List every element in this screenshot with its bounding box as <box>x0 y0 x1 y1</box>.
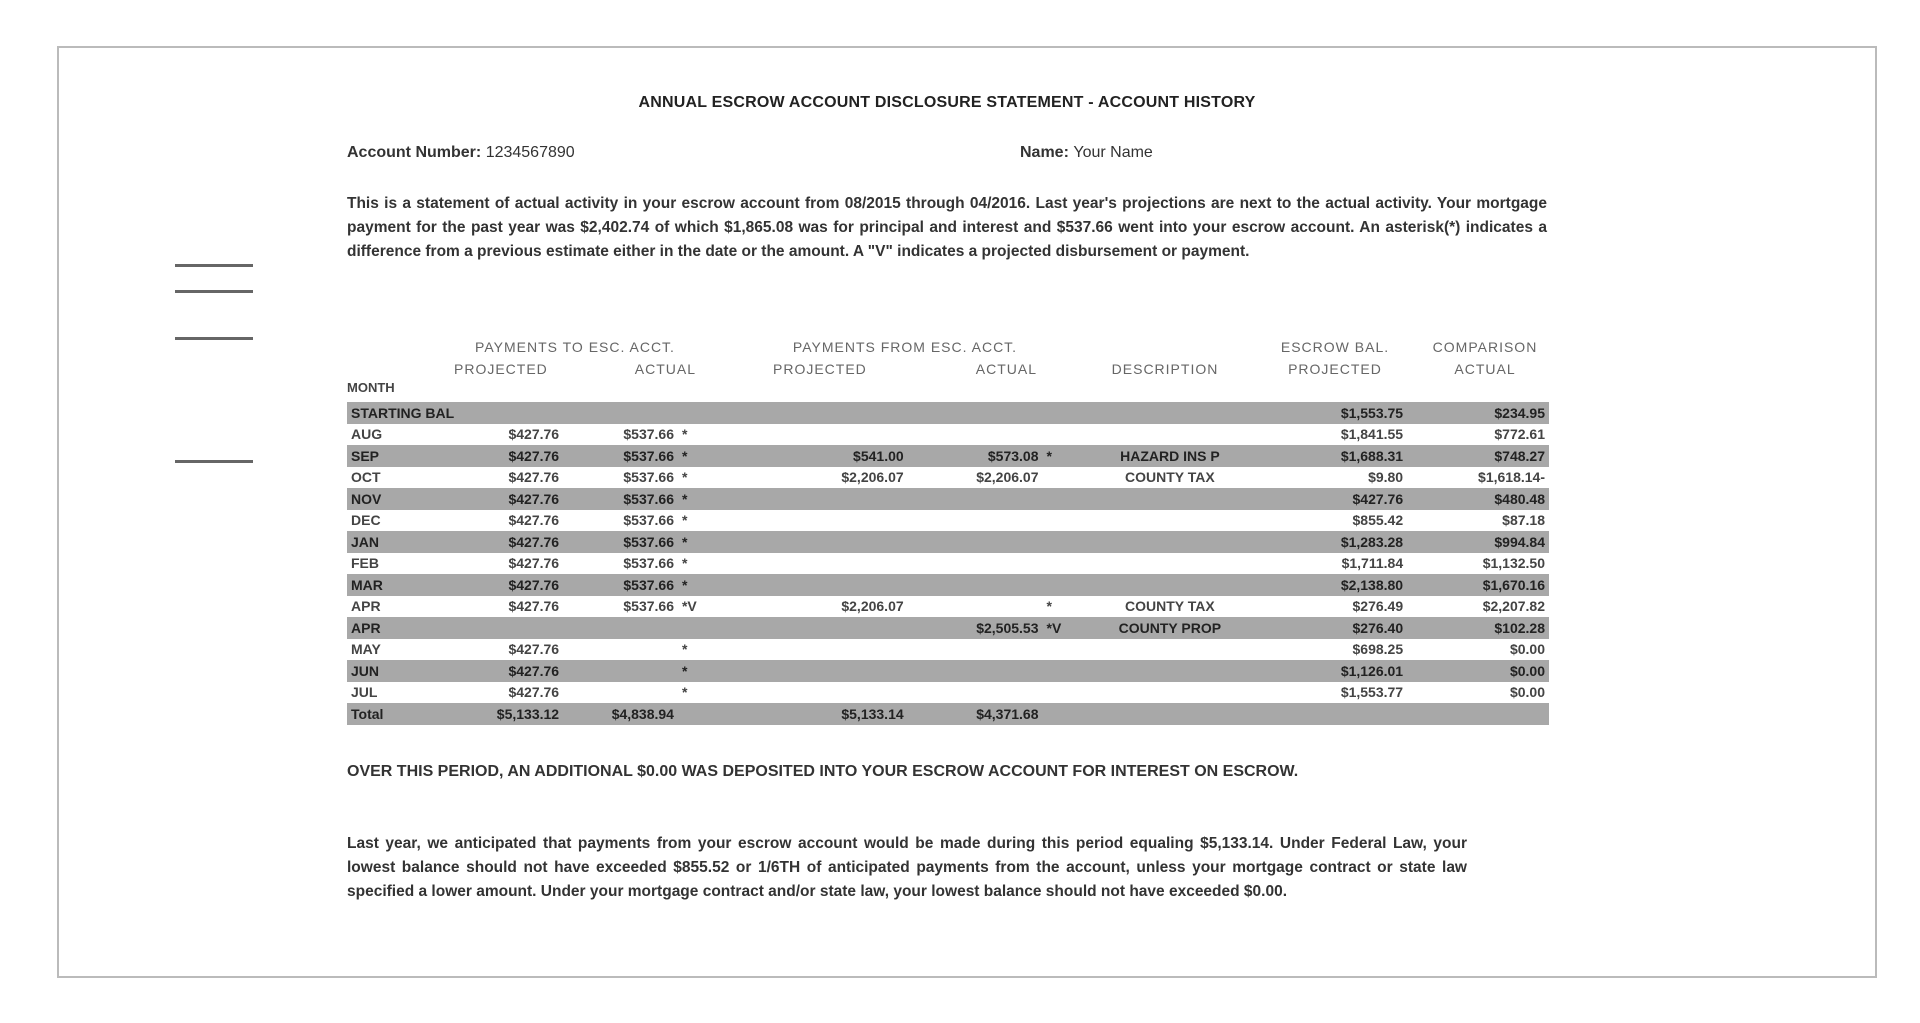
cell-desc <box>1082 510 1257 532</box>
name-label: Name: <box>1020 144 1069 161</box>
cell-to-proj <box>458 617 563 639</box>
cell-comp: $2,207.82 <box>1482 598 1545 615</box>
cell-month: SEP <box>347 445 458 467</box>
table-row <box>347 617 1549 639</box>
cell-to-act: $537.66 <box>563 445 678 467</box>
cell-comp: $102.28 <box>1407 617 1549 639</box>
cell-to-act <box>563 402 678 424</box>
table-row <box>347 402 1549 424</box>
cell-bal <box>1257 703 1407 725</box>
cell-from-act <box>908 402 1043 424</box>
table-row <box>347 467 1549 489</box>
header-actual: ACTUAL <box>975 361 1037 377</box>
cell-to-act: $537.66 <box>623 512 674 529</box>
cell-bal: $427.76 <box>1257 488 1407 510</box>
cell-month: JAN <box>347 531 458 553</box>
cell-month: MAY <box>351 641 381 658</box>
cell-from-flag <box>1043 660 1083 682</box>
cell-from-act <box>908 682 1043 704</box>
cell-from-proj <box>718 424 908 446</box>
cell-from-act <box>908 574 1043 596</box>
cell-from-proj: $5,133.14 <box>718 703 908 725</box>
cell-from-flag <box>1043 510 1083 532</box>
account-number <box>347 144 575 162</box>
cell-from-proj <box>718 531 908 553</box>
cell-bal: $1,283.28 <box>1257 531 1407 553</box>
cell-bal: $9.80 <box>1368 469 1404 486</box>
cell-from-proj <box>718 682 908 704</box>
table-row <box>347 703 1549 725</box>
table-row <box>347 639 1549 661</box>
cell-comp: $1,670.16 <box>1407 574 1549 596</box>
cell-to-proj: $427.76 <box>508 555 560 572</box>
statement-title: ANNUAL ESCROW ACCOUNT DISCLOSURE STATEMENT - ACCOUNT HISTORY <box>638 94 1256 111</box>
cell-to-flag: * <box>681 469 688 486</box>
cell-comp: $480.48 <box>1407 488 1549 510</box>
cell-from-flag: *V <box>1043 617 1083 639</box>
cell-to-proj: $427.76 <box>508 512 560 529</box>
cell-to-proj: $427.76 <box>458 445 563 467</box>
table-row <box>347 445 1549 467</box>
account-name <box>1020 144 1153 162</box>
cell-from-proj: $2,206.07 <box>841 469 904 486</box>
header-projected: PROJECTED <box>773 361 867 377</box>
header-actual: ACTUAL <box>1454 361 1516 377</box>
header-escrow-bal <box>1255 336 1415 380</box>
table-row <box>347 660 1549 682</box>
table-row <box>347 574 1549 596</box>
cell-from-flag <box>1043 402 1083 424</box>
cell-comp: $1,618.14- <box>1478 469 1545 486</box>
cell-from-flag <box>1043 682 1083 704</box>
cell-from-flag: * <box>1043 445 1083 467</box>
cell-desc <box>1082 639 1257 661</box>
cell-from-act <box>908 488 1043 510</box>
cell-to-flag: * <box>681 426 688 443</box>
cell-from-act: $4,371.68 <box>908 703 1043 725</box>
table-row <box>347 424 1549 446</box>
cell-from-proj <box>718 510 908 532</box>
cell-bal: $276.49 <box>1352 598 1404 615</box>
cell-to-act: $537.66 <box>563 531 678 553</box>
cell-comp: $0.00 <box>1509 684 1545 701</box>
header-group: ESCROW BAL. <box>1280 339 1390 355</box>
margin-line <box>175 337 253 340</box>
cell-from-act: $2,505.53 <box>908 617 1043 639</box>
cell-to-proj <box>458 402 563 424</box>
margin-line <box>175 460 253 463</box>
cell-to-proj: $5,133.12 <box>458 703 563 725</box>
cell-month: APR <box>347 617 458 639</box>
margin-line <box>175 290 253 293</box>
cell-from-act <box>908 553 1043 575</box>
cell-from-proj: $2,206.07 <box>841 598 904 615</box>
cell-to-flag: *V <box>681 598 697 615</box>
cell-to-flag: * <box>681 641 688 658</box>
cell-from-act <box>908 531 1043 553</box>
cell-from-flag <box>1043 553 1083 575</box>
cell-month: STARTING BAL <box>347 402 458 424</box>
cell-to-proj: $427.76 <box>508 641 560 658</box>
cell-bal: $1,841.55 <box>1340 426 1404 443</box>
cell-desc: HAZARD INS P <box>1082 445 1257 467</box>
cell-from-act: $573.08 <box>908 445 1043 467</box>
cell-to-act: $537.66 <box>623 469 674 486</box>
cell-to-proj: $427.76 <box>508 469 560 486</box>
account-value: 1234567890 <box>485 144 575 161</box>
interest-note: OVER THIS PERIOD, AN ADDITIONAL $0.00 WAS DEPOSITED INTO YOUR ESCROW ACCOUNT FOR INTEREST ON ESCROW. <box>347 763 1299 780</box>
cell-month: JUL <box>351 684 378 701</box>
escrow-history-table <box>347 402 1549 725</box>
cell-comp: $234.95 <box>1407 402 1549 424</box>
cell-to-flag: * <box>678 660 718 682</box>
cell-from-flag <box>1043 703 1083 725</box>
header-group: COMPARISON <box>1432 339 1538 355</box>
cell-comp: $87.18 <box>1502 512 1545 529</box>
cell-month: MAR <box>347 574 458 596</box>
cell-to-act: $537.66 <box>623 555 674 572</box>
cell-from-flag <box>1043 574 1083 596</box>
header-description: DESCRIPTION <box>1111 361 1219 377</box>
cell-to-flag: * <box>678 531 718 553</box>
cell-comp: $772.61 <box>1494 426 1545 443</box>
cell-to-proj: $427.76 <box>508 426 560 443</box>
cell-from-flag <box>1043 531 1083 553</box>
header-comparison <box>1415 336 1555 380</box>
cell-to-proj: $427.76 <box>508 684 560 701</box>
header-group: PAYMENTS TO ESC. ACCT. <box>475 339 675 355</box>
header-projected: PROJECTED <box>454 361 548 377</box>
cell-bal: $855.42 <box>1352 512 1404 529</box>
cell-desc: COUNTY TAX <box>1125 469 1215 486</box>
cell-from-act <box>908 510 1043 532</box>
cell-from-proj <box>718 402 908 424</box>
cell-desc <box>1082 488 1257 510</box>
header-payments-from <box>755 336 1055 380</box>
table-row <box>347 553 1549 575</box>
cell-to-flag: * <box>681 512 688 529</box>
cell-desc <box>1082 660 1257 682</box>
cell-to-act: $537.66 <box>563 488 678 510</box>
cell-to-proj: $427.76 <box>458 531 563 553</box>
cell-desc: COUNTY TAX <box>1125 598 1215 615</box>
header-payments-to <box>440 336 710 380</box>
cell-to-proj: $427.76 <box>458 574 563 596</box>
cell-to-act <box>563 682 678 704</box>
cell-to-flag <box>678 617 718 639</box>
table-row <box>347 596 1549 618</box>
table-row <box>347 682 1549 704</box>
cell-from-act <box>908 424 1043 446</box>
cell-from-flag <box>1043 639 1083 661</box>
cell-from-proj: $541.00 <box>718 445 908 467</box>
table-row <box>347 531 1549 553</box>
header-group: PAYMENTS FROM ESC. ACCT. <box>792 339 1018 355</box>
table-row <box>347 510 1549 532</box>
header-month: MONTH <box>347 380 395 395</box>
cell-from-act <box>908 660 1043 682</box>
cell-bal: $1,126.01 <box>1257 660 1407 682</box>
cell-to-flag: * <box>678 445 718 467</box>
cell-to-proj: $427.76 <box>508 598 560 615</box>
cell-from-act: $2,206.07 <box>976 469 1039 486</box>
cell-to-flag: * <box>678 488 718 510</box>
cell-to-act: $537.66 <box>563 574 678 596</box>
cell-to-act: $4,838.94 <box>563 703 678 725</box>
cell-month: AUG <box>351 426 383 443</box>
cell-desc <box>1082 531 1257 553</box>
cell-comp: $748.27 <box>1407 445 1549 467</box>
intro-paragraph: This is a statement of actual activity in your escrow account from 08/2015 through 04/2016. Last year's projections are next to the actual activity. Your mortgage payment for the past year was $2,402.74 of which $1,865.08 was for principal and interest and $537.66 went into your escrow account. An asterisk(*) indicates a difference from a previous estimate either in the date or the amount. A "V" indicates a projected disbursement or payment. <box>347 195 1547 260</box>
cell-to-proj: $427.76 <box>458 488 563 510</box>
cell-to-act <box>563 660 678 682</box>
cell-comp: $0.00 <box>1407 660 1549 682</box>
cell-from-flag <box>1043 424 1083 446</box>
cell-desc <box>1082 574 1257 596</box>
cell-desc <box>1082 682 1257 704</box>
cell-from-act <box>908 596 1043 618</box>
cell-from-flag <box>1043 467 1083 489</box>
cell-bal: $698.25 <box>1352 641 1404 658</box>
cell-comp: $994.84 <box>1407 531 1549 553</box>
cell-from-proj <box>718 488 908 510</box>
cell-to-act: $537.66 <box>623 598 674 615</box>
margin-line <box>175 264 253 267</box>
closing-paragraph: Last year, we anticipated that payments from your escrow account would be made during this period equaling $5,133.14. Under Federal Law, your lowest balance should not have exceeded $855.52 or 1/6TH of anticipated payments from the account, unless your mortgage contract or state law specified a lower amount. Under your mortgage contract and/or state law, your lowest balance should not have exceeded $0.00. <box>347 835 1467 900</box>
cell-from-flag: * <box>1046 598 1052 615</box>
cell-from-proj <box>718 639 908 661</box>
cell-from-proj <box>718 574 908 596</box>
cell-to-flag: * <box>678 574 718 596</box>
cell-to-act <box>563 617 678 639</box>
cell-to-flag: * <box>681 555 688 572</box>
cell-comp <box>1407 703 1549 725</box>
header-projected: PROJECTED <box>1288 361 1382 377</box>
cell-bal: $1,711.84 <box>1341 555 1404 572</box>
cell-bal: $276.40 <box>1257 617 1407 639</box>
cell-comp: $1,132.50 <box>1482 555 1545 572</box>
cell-desc <box>1082 553 1257 575</box>
cell-bal: $1,688.31 <box>1257 445 1407 467</box>
cell-to-act: $537.66 <box>623 426 674 443</box>
cell-to-flag <box>678 703 718 725</box>
cell-from-proj <box>718 617 908 639</box>
cell-desc <box>1082 402 1257 424</box>
header-actual: ACTUAL <box>634 361 696 377</box>
cell-from-proj <box>718 660 908 682</box>
cell-to-proj: $427.76 <box>458 660 563 682</box>
cell-to-flag: * <box>681 684 688 701</box>
cell-desc <box>1082 424 1257 446</box>
cell-to-act <box>563 639 678 661</box>
cell-bal: $1,553.75 <box>1257 402 1407 424</box>
cell-to-flag <box>678 402 718 424</box>
cell-desc <box>1082 703 1257 725</box>
cell-comp: $0.00 <box>1509 641 1545 658</box>
account-label: Account Number: <box>347 144 482 161</box>
cell-bal: $1,553.77 <box>1340 684 1404 701</box>
cell-month: OCT <box>351 469 381 486</box>
cell-month: FEB <box>351 555 379 572</box>
cell-month: NOV <box>347 488 458 510</box>
cell-month: JUN <box>347 660 458 682</box>
cell-month: Total <box>347 703 458 725</box>
table-row <box>347 488 1549 510</box>
cell-from-proj <box>718 553 908 575</box>
cell-from-act <box>908 639 1043 661</box>
name-value: Your Name <box>1073 144 1153 161</box>
cell-bal: $2,138.80 <box>1257 574 1407 596</box>
cell-month: APR <box>351 598 381 615</box>
cell-from-flag <box>1043 488 1083 510</box>
cell-month: DEC <box>351 512 381 529</box>
cell-desc: COUNTY PROP <box>1082 617 1257 639</box>
